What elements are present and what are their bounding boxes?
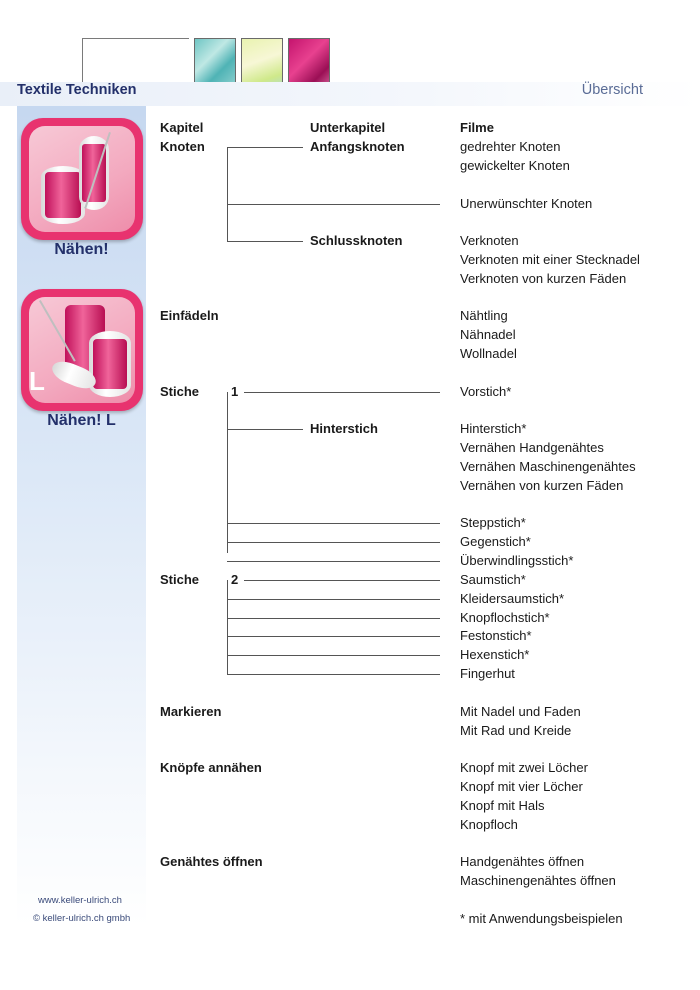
chapter-markieren: Markieren [160,704,222,719]
film-item: gedrehter Knoten [460,139,561,154]
tree-connector [227,636,440,637]
copyright-notice: © keller-ulrich.ch gmbh [33,913,131,924]
chapter-knoten: Knoten [160,139,205,154]
tree-connector [227,147,303,148]
film-item: Vernähen Handgenähtes [460,440,604,455]
film-item: Vorstich* [460,384,512,399]
film-item: Knopflochstich* [460,610,550,625]
subchapter-schlussknoten: Schlussknoten [310,233,403,248]
film-item: Knopf mit zwei Löcher [460,760,588,775]
film-item: Fingerhut [460,666,515,681]
thread-spools-icon [29,126,135,232]
column-header-subchapter: Unterkapitel [310,120,386,135]
film-item: Nähtling [460,308,508,323]
film-item: Überwindlingsstich* [460,553,574,568]
tree-connector [244,392,440,393]
subchapter-hinterstich: Hinterstich [310,421,378,436]
chapter-oeffnen: Genähtes öffnen [160,854,263,869]
tree-connector [227,618,440,619]
tree-connector [227,241,303,242]
tree-connector [227,429,303,430]
column-header-chapter: Kapitel [160,120,204,135]
film-item: Maschinengenähtes öffnen [460,873,616,888]
chapter-stiche-1: Stiche [160,384,200,399]
tree-connector [227,655,440,656]
app-badge-l: L [29,366,45,396]
tree-connector [227,561,440,562]
app-icon-naehen[interactable] [21,118,143,240]
page-title: Übersicht [581,82,643,98]
tree-connector [227,204,440,205]
film-item: gewickelter Knoten [460,158,570,173]
film-item: Verknoten mit einer Stecknadel [460,252,640,267]
subchapter-2: 2 [231,572,239,587]
film-item: Knopf mit Hals [460,798,545,813]
tree-connector [227,580,228,675]
subchapter-anfangsknoten: Anfangsknoten [310,139,405,154]
tree-connector [227,392,228,553]
tree-connector [227,542,440,543]
tree-connector [227,523,440,524]
film-item: Nähnadel [460,327,516,342]
film-item: Verknoten von kurzen Fäden [460,271,627,286]
film-item: Knopf mit vier Löcher [460,779,583,794]
film-item: Mit Nadel und Faden [460,704,581,719]
film-item: Steppstich* [460,515,526,530]
film-item: Vernähen von kurzen Fäden [460,478,624,493]
chapter-stiche-2: Stiche [160,572,200,587]
tree-connector [244,580,440,581]
app-label-naehen[interactable]: Nähen! [54,241,109,258]
film-item: Hexenstich* [460,647,530,662]
film-item: Wollnadel [460,346,517,361]
footnote: * mit Anwendungsbeispielen [460,911,623,926]
app-icon-naehen-l[interactable] [21,289,143,411]
film-item: Knopfloch [460,817,518,832]
film-item: Kleidersaumstich* [460,591,565,606]
film-item: Festonstich* [460,628,532,643]
film-item: Handgenähtes öffnen [460,854,585,869]
tree-connector [227,147,228,242]
film-item: Mit Rad und Kreide [460,723,572,738]
film-item: Hinterstich* [460,421,527,436]
subchapter-1: 1 [231,384,239,399]
film-item: Vernähen Maschinengenähtes [460,459,636,474]
film-item: Gegenstich* [460,534,531,549]
website-link[interactable]: www.keller-ulrich.ch [38,895,122,906]
chapter-knoepfe: Knöpfe annähen [160,760,262,775]
chapter-einfaedeln: Einfädeln [160,308,219,323]
film-item: Verknoten [460,233,519,248]
film-item: Saumstich* [460,572,526,587]
app-label-naehen-l[interactable]: Nähen! L [47,412,116,429]
column-header-films: Filme [460,120,494,135]
tree-connector [227,599,440,600]
film-item: Unerwünschter Knoten [460,196,593,211]
tree-connector [227,674,440,675]
site-title: Textile Techniken [17,82,137,98]
